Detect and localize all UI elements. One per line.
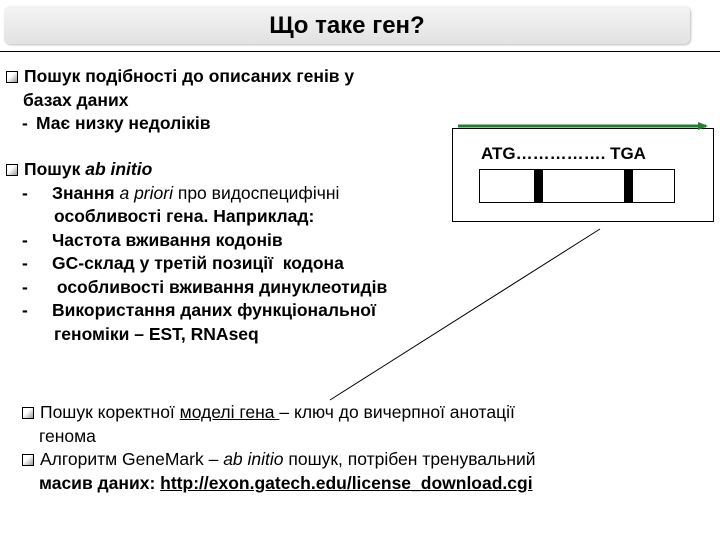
bullet-line: Пошук ab initio — [6, 158, 387, 182]
bullet-continuation: генома — [39, 425, 96, 446]
sub-item-continuation: особливості гена. Наприклад: — [54, 206, 315, 226]
pointer-line — [330, 229, 600, 400]
bullet-line: Алгоритм GeneMark – ab initio пошук, потрібен тренувальний — [22, 448, 536, 472]
sub-item: - Знання a priori про видоспецифічні — [22, 182, 340, 203]
sub-item-continuation: геноміки – EST, RNAseq — [54, 323, 259, 344]
bullet-text: Пошук подібності до описаних генів у — [24, 66, 355, 86]
sub-item: - Використання даних функціональної — [22, 300, 376, 320]
checkbox-bullet-icon — [22, 454, 34, 466]
sub-item: - Має низку недоліків — [22, 113, 211, 133]
codon-label: ATG……………. TGA — [481, 144, 646, 163]
section-gene-model — [22, 401, 536, 495]
bullet-continuation: базах даних — [23, 89, 129, 110]
bullet-continuation: масив даних: http://exon.gatech.edu/license_download.cgi — [39, 472, 533, 493]
bullet-line: Пошук коректної моделі гена – ключ до вичерпної анотації — [22, 401, 536, 425]
sub-item: - Частота вживання кодонів — [22, 229, 283, 250]
page-title: Що таке ген? — [269, 12, 425, 39]
license-download-link[interactable]: http://exon.gatech.edu/license_download.cgi — [160, 472, 533, 493]
sub-item: - особливості вживання динуклеотидів — [22, 276, 388, 297]
checkbox-bullet-icon — [22, 407, 34, 419]
sub-item: - GC-склад у третій позиції кодона — [22, 253, 344, 273]
